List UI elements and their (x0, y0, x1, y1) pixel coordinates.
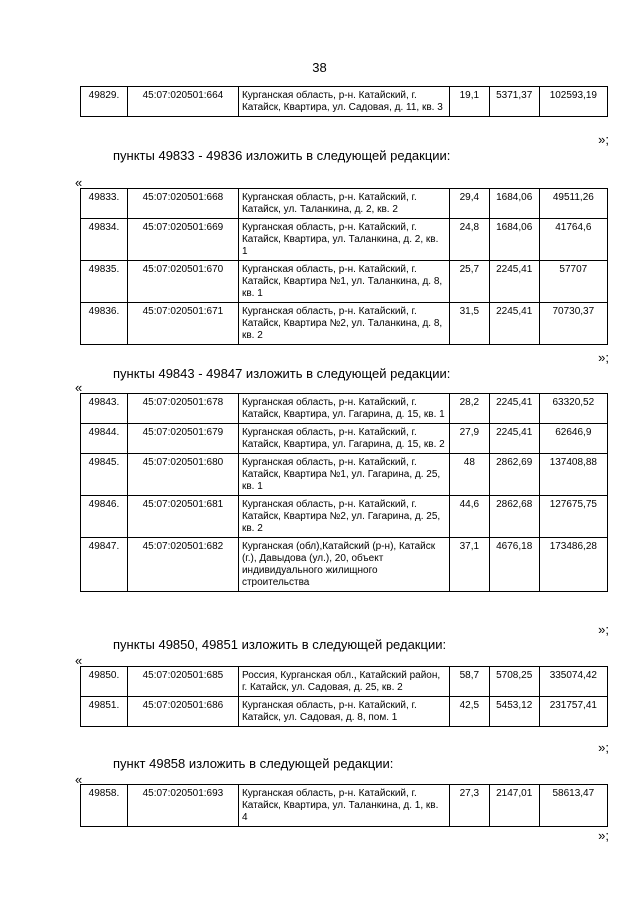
table-row (81, 189, 608, 219)
unit-cost-cell: 2147,01 (489, 785, 539, 827)
area-cell: 19,1 (449, 87, 489, 117)
address-cell: Курганская область, р-н. Катайский, г. Катайск, ул. Садовая, д. 8, пом. 1 (238, 697, 449, 727)
cadastral-number: 45:07:020501:678 (127, 394, 238, 424)
table-row (81, 261, 608, 303)
opening-quote: « (75, 380, 83, 395)
item-number: 49834. (81, 219, 128, 261)
opening-quote: « (75, 772, 83, 787)
unit-cost-cell: 2245,41 (489, 261, 539, 303)
cadastral-value-cell: 49511,26 (539, 189, 607, 219)
item-number: 49846. (81, 496, 128, 538)
table-row (81, 87, 608, 117)
address-cell: Курганская область, р-н. Катайский, г. Катайск, Квартира №2, ул. Таланкина, д. 8, кв. 2 (238, 303, 449, 345)
table-row (81, 454, 608, 496)
address-cell: Курганская область, р-н. Катайский, г. Катайск, Квартира №2, ул. Гагарина, д. 25, кв. 2 (238, 496, 449, 538)
closing-quote: »; (598, 350, 609, 365)
area-cell: 24,8 (449, 219, 489, 261)
item-number: 49836. (81, 303, 128, 345)
item-number: 49845. (81, 454, 128, 496)
unit-cost-cell: 5708,25 (489, 667, 539, 697)
cadastral-value-cell: 231757,41 (539, 697, 607, 727)
table-row (81, 667, 608, 697)
table-row (81, 219, 608, 261)
cadastral-value-cell: 102593,19 (539, 87, 607, 117)
table-section-0 (80, 86, 608, 117)
cadastral-number: 45:07:020501:685 (127, 667, 238, 697)
area-cell: 27,3 (449, 785, 489, 827)
closing-quote: »; (598, 622, 609, 637)
area-cell: 27,9 (449, 424, 489, 454)
opening-quote: « (75, 175, 83, 190)
unit-cost-cell: 2245,41 (489, 303, 539, 345)
area-cell: 58,7 (449, 667, 489, 697)
cadastral-number: 45:07:020501:682 (127, 538, 238, 592)
closing-quote: »; (598, 740, 609, 755)
unit-cost-cell: 2862,68 (489, 496, 539, 538)
table-section-1 (80, 188, 608, 345)
cadastral-value-cell: 41764,6 (539, 219, 607, 261)
table-row (81, 697, 608, 727)
section-heading: пункт 49858 изложить в следующей редакции: (113, 756, 394, 771)
item-number: 49833. (81, 189, 128, 219)
cadastral-value-cell: 335074,42 (539, 667, 607, 697)
cadastral-number: 45:07:020501:664 (127, 87, 238, 117)
cadastral-number: 45:07:020501:679 (127, 424, 238, 454)
area-cell: 37,1 (449, 538, 489, 592)
section-heading: пункты 49850, 49851 изложить в следующей редакции: (113, 637, 447, 652)
address-cell: Курганская область, р-н. Катайский, г. Катайск, Квартира, ул. Гагарина, д. 15, кв. 1 (238, 394, 449, 424)
table-section-4 (80, 784, 608, 827)
unit-cost-cell: 5371,37 (489, 87, 539, 117)
item-number: 49829. (81, 87, 128, 117)
area-cell: 42,5 (449, 697, 489, 727)
cadastral-value-cell: 63320,52 (539, 394, 607, 424)
item-number: 49851. (81, 697, 128, 727)
cadastral-value-cell: 58613,47 (539, 785, 607, 827)
page-number: 38 (312, 60, 327, 75)
cadastral-value-cell: 173486,28 (539, 538, 607, 592)
address-cell: Курганская область, р-н. Катайский, г. Катайск, ул. Таланкина, д. 2, кв. 2 (238, 189, 449, 219)
cadastral-value-cell: 137408,88 (539, 454, 607, 496)
table-section-3 (80, 666, 608, 727)
cadastral-number: 45:07:020501:670 (127, 261, 238, 303)
cadastral-value-cell: 70730,37 (539, 303, 607, 345)
item-number: 49847. (81, 538, 128, 592)
cadastral-number: 45:07:020501:680 (127, 454, 238, 496)
area-cell: 44,6 (449, 496, 489, 538)
table-section-2 (80, 393, 608, 592)
table-row (81, 785, 608, 827)
area-cell: 28,2 (449, 394, 489, 424)
item-number: 49835. (81, 261, 128, 303)
unit-cost-cell: 5453,12 (489, 697, 539, 727)
address-cell: Курганская область, р-н. Катайский, г. Катайск, Квартира №1, ул. Гагарина, д. 25, кв. 1 (238, 454, 449, 496)
item-number: 49850. (81, 667, 128, 697)
section-heading: пункты 49843 - 49847 изложить в следующей редакции: (113, 366, 451, 381)
table-row (81, 538, 608, 592)
table-row (81, 424, 608, 454)
area-cell: 25,7 (449, 261, 489, 303)
address-cell: Курганская область, р-н. Катайский, г. Катайск, Квартира №1, ул. Таланкина, д. 8, кв. 1 (238, 261, 449, 303)
address-cell: Курганская область, р-н. Катайский, г. Катайск, Квартира, ул. Садовая, д. 11, кв. 3 (238, 87, 449, 117)
table-row (81, 496, 608, 538)
address-cell: Курганская область, р-н. Катайский, г. Катайск, Квартира, ул. Таланкина, д. 1, кв. 4 (238, 785, 449, 827)
unit-cost-cell: 2245,41 (489, 394, 539, 424)
unit-cost-cell: 1684,06 (489, 189, 539, 219)
cadastral-value-cell: 127675,75 (539, 496, 607, 538)
address-cell: Курганская область, р-н. Катайский, г. Катайск, Квартира, ул. Гагарина, д. 15, кв. 2 (238, 424, 449, 454)
cadastral-number: 45:07:020501:693 (127, 785, 238, 827)
item-number: 49843. (81, 394, 128, 424)
cadastral-number: 45:07:020501:681 (127, 496, 238, 538)
cadastral-number: 45:07:020501:669 (127, 219, 238, 261)
cadastral-number: 45:07:020501:668 (127, 189, 238, 219)
table-row (81, 303, 608, 345)
closing-quote: »; (598, 132, 609, 147)
cadastral-number: 45:07:020501:686 (127, 697, 238, 727)
area-cell: 31,5 (449, 303, 489, 345)
address-cell: Россия, Курганская обл., Катайский район, г. Катайск, ул. Садовая, д. 25, кв. 2 (238, 667, 449, 697)
address-cell: Курганская (обл),Катайский (р-н), Катайск (г.), Давыдова (ул.), 20, объект индивидуального жилищного строительства (238, 538, 449, 592)
section-heading: пункты 49833 - 49836 изложить в следующей редакции: (113, 148, 451, 163)
address-cell: Курганская область, р-н. Катайский, г. Катайск, Квартира, ул. Таланкина, д. 2, кв. 1 (238, 219, 449, 261)
area-cell: 29,4 (449, 189, 489, 219)
unit-cost-cell: 1684,06 (489, 219, 539, 261)
cadastral-value-cell: 62646,9 (539, 424, 607, 454)
item-number: 49858. (81, 785, 128, 827)
closing-quote: »; (598, 828, 609, 843)
opening-quote: « (75, 653, 83, 668)
cadastral-value-cell: 57707 (539, 261, 607, 303)
unit-cost-cell: 4676,18 (489, 538, 539, 592)
table-row (81, 394, 608, 424)
area-cell: 48 (449, 454, 489, 496)
unit-cost-cell: 2245,41 (489, 424, 539, 454)
cadastral-number: 45:07:020501:671 (127, 303, 238, 345)
item-number: 49844. (81, 424, 128, 454)
unit-cost-cell: 2862,69 (489, 454, 539, 496)
